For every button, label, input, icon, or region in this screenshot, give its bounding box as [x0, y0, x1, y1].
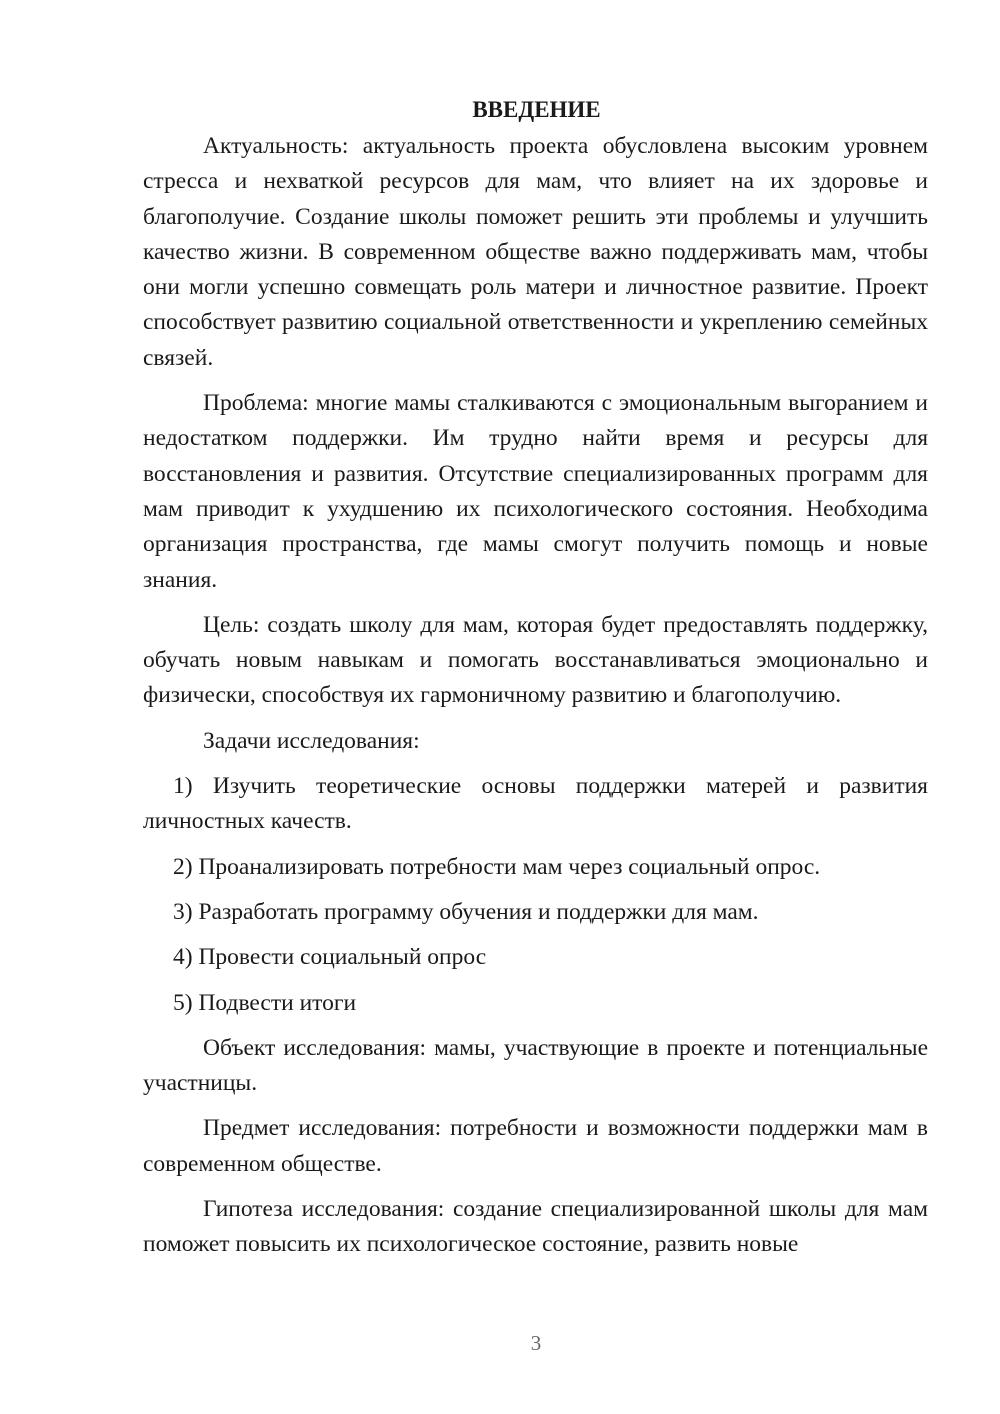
task-item: 1) Изучить теоретические основы поддержки матерей и развития личностных качеств.	[143, 773, 928, 835]
paragraph-hypothesis: Гипотеза исследования: создание специализированной школы для мам поможет повысить их психологическое состояние, развить новые	[143, 1196, 928, 1258]
paragraph-object: Объект исследования: мамы, участвующие в проекте и потенциальные участницы.	[143, 1034, 928, 1097]
task-item: 3) Разработать программу обучения и поддержки для мам.	[173, 898, 759, 925]
task-item: 5) Подвести итоги	[173, 989, 357, 1016]
page-body	[143, 92, 928, 1273]
task-item: 2) Проанализировать потребности мам через социальный опрос.	[173, 853, 821, 880]
paragraph-subject: Предмет исследования: потребности и возможности поддержки мам в современном обществе.	[143, 1115, 928, 1177]
tasks-list	[143, 769, 928, 1021]
section-heading: ВВЕДЕНИЕ	[472, 97, 601, 122]
paragraph-problem: Проблема: многие мамы сталкиваются с эмоциональным выгоранием и недостатком поддержки. Им трудно найти время и ресурсы для восстановления и развития. Отсутствие специализированных программ для мам приводит к ухудшению их психологического состояния. Необходима организация пространства, где мамы смогут получить помощь и новые знания.	[143, 390, 928, 593]
page-number: 3	[530, 1331, 542, 1355]
task-item: 4) Провести социальный опрос	[173, 944, 487, 971]
tasks-title: Задачи исследования:	[203, 727, 420, 754]
paragraph-relevance: Актуальность: актуальность проекта обусловлена высоким уровнем стресса и нехваткой ресурсов для мам, что влияет на их здоровье и благополучие. Создание школы поможет решить эти проблемы и улучшить качество жизни. В современном обществе важно поддерживать мам, чтобы они могли успешно совмещать роль матери и личностное развитие. Проект способствует развитию социальной ответственности и укреплению семейных связей.	[143, 133, 928, 371]
paragraph-goal: Цель: создать школу для мам, которая будет предоставлять поддержку, обучать новым навыкам и помогать восстанавливаться эмоционально и физически, способствуя их гармоничному развитию и благополучию.	[143, 611, 928, 709]
